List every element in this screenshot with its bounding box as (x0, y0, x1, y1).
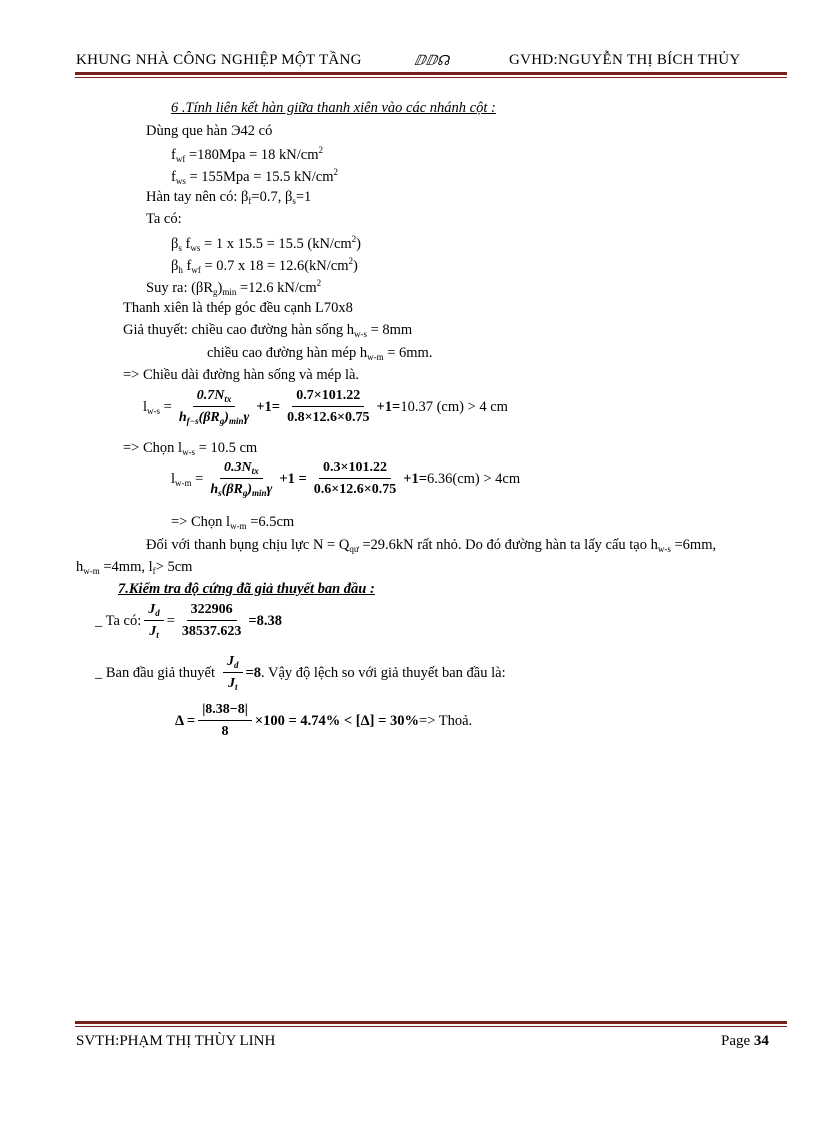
we-have-label: Ta có: (146, 211, 182, 227)
header-ornament: ⅅⅅ☊ (414, 54, 450, 69)
choose-back-length: => Chọn $l_{w-s} = 10.5$ cm (123, 440, 258, 457)
formula-weld-back: $l_{w-s}$ = $\frac{0.7N_{tx}}{h_{f-s}(\beta R_g)_{min}\gamma}$ +1= $\frac{0.7\times 101.22}{0.8\times 12.6\times 0.75}$ +1= 10.37 (cm) > 4 cm (143, 388, 508, 426)
bs-fws-line: $\beta_s$ $f_{ws} = 1$ x 15.5 = 15.5 $(kN/cm^2)$ (171, 234, 362, 253)
header-rule-thin (75, 77, 787, 78)
assumption-line-2: chiều cao đường hàn mép $h_{w-m} = 6mm$. (207, 345, 433, 362)
section6-heading: 6 .Tính liên kết hàn giữa thanh xiên vào các nhánh cột : (171, 100, 496, 116)
choose-edge-length: => Chọn $l_{w-m} =6.5cm$ (171, 514, 295, 531)
web-member-line-2: $h_{w-m} =4mm$, $l_f> 5cm$ (76, 559, 193, 576)
header-advisor: GVHD:NGUYỄN THỊ BÍCH THỦY (509, 52, 741, 68)
header-rule-thick (75, 72, 787, 75)
bh-fwf-line: $\beta_h$ $f_{wf} = 0.7$ x $18 = 12.6(kN/cm^2)$ (171, 256, 358, 275)
assumption-line-1: Giả thuyết: chiều cao đường hàn sống $h_{w-s} = 8mm$ (123, 322, 413, 339)
footer-page: Page 34 (721, 1033, 769, 1049)
electrode-line: Dùng que hàn Э42 có (146, 123, 273, 139)
angle-line: Thanh xiên là thép góc đều cạnh L70x8 (123, 300, 353, 316)
header-title: KHUNG NHÀ CÔNG NGHIỆP MỘT TẦNG (76, 52, 362, 68)
formula-weld-edge: $l_{w-m}$ = $\frac{0.3N_{tx}}{h_s(\beta R_g)_{min}\gamma}$ +1 = $\frac{0.3\times 101.22}{0.6\times 12.6\times 0.75}$ +1= 6.36(cm) > 4cm (171, 460, 521, 498)
footer-student: SVTH:PHẠM THỊ THÙY LINH (76, 1033, 276, 1049)
deviation-formula: Δ = $\frac{|8.38-8|}{8}$ ×100 = 4.74% < [Δ] = 30% => Thoả. (175, 702, 473, 739)
initial-assumption-line: _ Ban đầu giả thuyết $\frac{J_d}{J_t}$ =8 . Vậy độ lệch so với giả thuyết ban đầu là: (95, 654, 506, 692)
section7-heading: 7.Kiểm tra độ cứng đã giả thuyết ban đầu : (118, 581, 375, 597)
fwf-line: $f_{wf} =180Mpa = 18$ $kN/cm^2$ (171, 145, 323, 164)
stiffness-ratio-line: _ Ta có: $\frac{J_d}{J_t}$ = $\frac{322906}{38537.623}$ =8.38 (95, 602, 283, 640)
weld-length-intro: => Chiều dài đường hàn sống và mép là. (123, 367, 360, 383)
manual-weld-line: Hàn tay nên có: $\beta_f=0.7$, $\beta_s=1$ (146, 189, 312, 206)
infer-line: Suy ra: $(\beta R_g)_{min} =12.6$ $kN/cm^2$ (146, 278, 322, 297)
web-member-line: Đối với thanh bụng chịu lực $N = Q_{qư} =29.6kN$ rất nhỏ. Do đó đường hàn ta lấy cấu tạo $h_{w-s} =6mm$, (146, 537, 717, 554)
footer-rule-thin (75, 1026, 787, 1027)
fws-line: $f_{ws} = 155Mpa = 15.5$ $kN/cm^2$ (171, 167, 339, 186)
footer-rule-thick (75, 1021, 787, 1024)
